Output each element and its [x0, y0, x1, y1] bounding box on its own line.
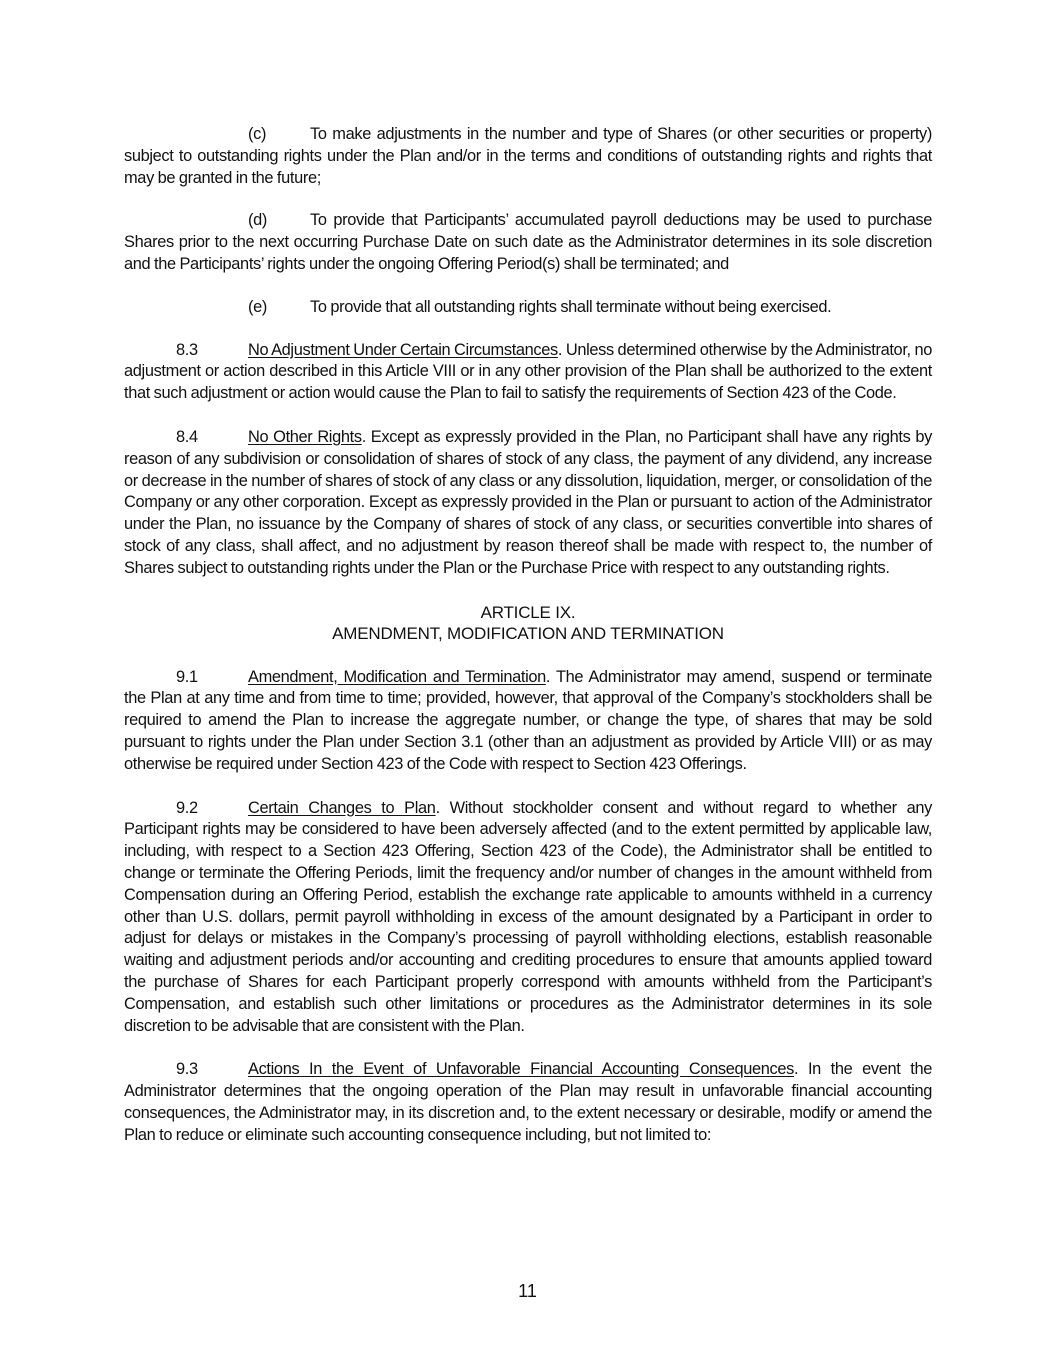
- section-number: 9.1: [176, 667, 198, 686]
- subsection-text: To make adjustments in the number and type of Shares (or other securities or property) subject to outstanding rights under the Plan and/or in the terms and conditions of outstanding rights and rights that may be granted in the future;: [124, 125, 932, 187]
- section-number: 8.4: [176, 427, 198, 446]
- subsection-label: (d): [248, 211, 267, 230]
- section-9-1: [124, 667, 932, 776]
- section-text: . Without stockholder consent and without regard to whether any Participant rights may be considered to have been adversely affected (and to the extent permitted by applicable law, including, with respect to a Section 423 Offering, Section 423 of the Code), the Administrator shall be entitled to change or terminate the Offering Periods, limit the frequency and/or number of changes in the amount withheld from Compensation during an Offering Period, establish the exchange rate applicable to amounts withheld in a currency other than U.S. dollars, permit payroll withholding in excess of the amount designated by a Participant in order to adjust for delays or mistakes in the Company’s processing of payroll withholding elections, establish reasonable waiting and adjustment periods and/or accounting and crediting procedures to ensure that amounts applied toward the purchase of Shares for each Participant properly correspond with amounts withheld from the Participant’s Compensation, and establish such other limitations or procedures as the Administrator determines in its sole discretion to be advisable that are consistent with the Plan.: [124, 798, 932, 1035]
- subsection-text: To provide that Participants’ accumulated payroll deductions may be used to purchase Shares prior to the next occurring Purchase Date on such date as the Administrator determines in its sole discretion and the Participants’ rights under the ongoing Offering Period(s) shall be terminated; and: [124, 211, 932, 273]
- section-number: 9.3: [176, 1060, 198, 1079]
- section-number: 9.2: [176, 798, 198, 817]
- section-text: . In the event the Administrator determines that the ongoing operation of the Plan may result in unfavorable financial accounting consequences, the Administrator may, in its discretion and, to the extent necessary or desirable, modify or amend the Plan to reduce or eliminate such accounting consequence including, but not limited to:: [124, 1060, 932, 1144]
- section-number: 8.3: [176, 340, 198, 359]
- subsection-text: To provide that all outstanding rights shall terminate without being exercised.: [310, 297, 832, 316]
- subsection-label: (c): [248, 125, 267, 143]
- section-title: Amendment, Modification and Termination: [248, 667, 546, 686]
- section-9-3: [124, 1059, 932, 1146]
- subsection-e: [124, 297, 932, 319]
- subsection-d: [124, 210, 932, 275]
- article-title: AMENDMENT, MODIFICATION AND TERMINATION: [332, 624, 724, 644]
- section-title: Certain Changes to Plan: [248, 798, 436, 817]
- section-8-3: [124, 340, 932, 405]
- subsection-c: [124, 124, 932, 189]
- subsection-label: (e): [248, 297, 267, 316]
- page-number: 11: [518, 1281, 537, 1301]
- section-8-4: [124, 427, 932, 580]
- section-title: No Adjustment Under Certain Circumstances: [248, 340, 558, 359]
- article-number: ARTICLE IX.: [480, 602, 576, 622]
- section-text: . The Administrator may amend, suspend or terminate the Plan at any time and from time to time; provided, however, that approval of the Company’s stockholders shall be required to amend the Plan to increase the aggregate number, or change the type, of shares that may be sold pursuant to rights under the Plan under Section 3.1 (other than an adjustment as provided by Article VIII) or as may otherwise be required under Section 423 of the Code with respect to Section 423 Offerings.: [124, 667, 932, 773]
- document-page: [124, 124, 932, 1168]
- section-9-2: [124, 798, 932, 1038]
- section-title: Actions In the Event of Unfavorable Financial Accounting Consequences: [248, 1060, 794, 1079]
- article-heading: [124, 602, 932, 645]
- section-text: . Except as expressly provided in the Plan, no Participant shall have any rights by reason of any subdivision or consolidation of shares of stock of any class, the payment of any dividend, any increase or decrease in the number of shares of stock of any class or any dissolution, liquidation, merger, or consolidation of the Company or any other corporation. Except as expressly provided in the Plan or pursuant to action of the Administrator under the Plan, no issuance by the Company of shares of stock of any class, or securities convertible into shares of stock of any class, shall affect, and no adjustment by reason thereof shall be made with respect to, the number of Shares subject to outstanding rights under the Plan or the Purchase Price with respect to any outstanding rights.: [124, 427, 933, 577]
- section-text: . Unless determined otherwise by the Administrator, no adjustment or action described in this Article VIII or in any other provision of the Plan shall be authorized to the extent that such adjustment or action would cause the Plan to fail to satisfy the requirements of Section 423 of the Code.: [124, 340, 932, 403]
- section-title: No Other Rights: [248, 427, 362, 446]
